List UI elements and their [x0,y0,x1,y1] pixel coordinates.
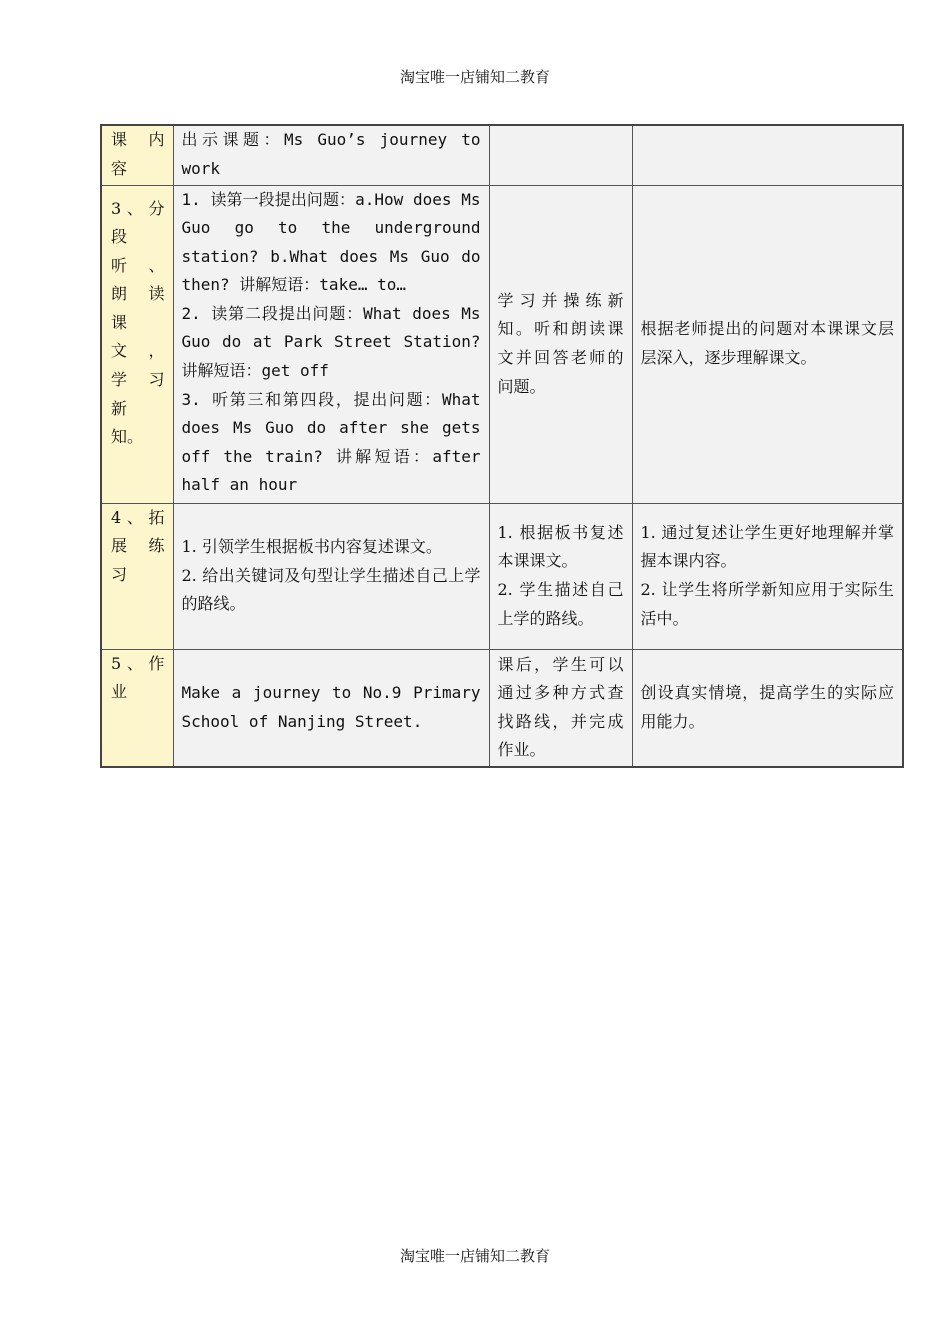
table-row-reading [101,185,903,503]
student-activity-text: 2. 学生描述自己上学的路线。 [497,580,624,628]
design-intent-text: 2. 让学生将所学新知应用于实际生活中。 [640,580,894,628]
table-row-homework [101,649,903,767]
step-line: 段 [111,227,128,247]
design-intent-cell [632,649,903,767]
teacher-activity-text: 出示课题：Ms Guo’s journey to work [181,130,481,178]
student-activity-cell [489,503,632,649]
step-cell [101,185,173,503]
step-line: 课 [111,312,128,332]
page-header: 淘宝唯一店铺知二教育 [399,68,550,86]
step-line: 容 [111,158,128,178]
table-row-extension [101,503,903,649]
step-line: 展 练 [111,536,165,556]
design-intent-cell [632,185,903,503]
teacher-activity-text: 2. 读第二段提出问题：What does Ms Guo do at Park Street Station? 讲解短语：get off [181,303,481,381]
step-line: 3、分 [111,198,165,218]
design-intent-cell [632,125,903,185]
design-intent-text: 1. 通过复述让学生更好地理解并掌握本课内容。 [640,522,894,571]
teacher-activity-text: 1. 引领学生根据板书内容复述课文。 [181,537,442,557]
step-cell [101,649,173,767]
step-line: 听 、 [111,255,165,275]
student-activity-text: 课后，学生可以通过多种方式查找路线，并完成作业。 [497,654,624,760]
teacher-activity-cell [173,125,489,185]
teacher-activity-cell [173,185,489,503]
table-row-title [101,125,903,185]
step-cell [101,125,173,185]
design-intent-cell [632,503,903,649]
teacher-activity-cell [173,649,489,767]
step-line: 课 内 [111,130,165,149]
step-line: 业 [111,682,128,702]
step-line: 新 [111,398,128,418]
design-intent-text: 根据老师提出的问题对本课课文层层深入，逐步理解课文。 [640,319,894,367]
step-line: 知。 [111,427,144,447]
design-intent-text: 创设真实情境，提高学生的实际应用能力。 [640,683,894,731]
teacher-activity-text: 1. 读第一段提出问题：a.How does Ms Guo go to the underground station? b.What does Ms Guo do then? 讲解短语：take… to… [181,189,481,295]
page-footer: 淘宝唯一店铺知二教育 [399,1247,550,1265]
teacher-activity-text: 3. 听第三和第四段，提出问题：What does Ms Guo do after she gets off the train? 讲解短语：after half an hour [181,389,481,495]
step-line: 学 习 [111,370,165,390]
step-line: 4、拓 [111,507,165,527]
teacher-activity-text: Make a journey to No.9 Primary School of Nanjing Street. [181,683,481,731]
step-line: 朗 读 [111,284,165,304]
student-activity-text: 学习并操练新知。听和朗读课文并回答老师的问题。 [497,290,624,396]
student-activity-text: 1. 根据板书复述本课课文。 [497,522,624,571]
student-activity-cell [489,649,632,767]
student-activity-cell [489,185,632,503]
teacher-activity-text: 2. 给出关键词及句型让学生描述自己上学的路线。 [181,565,481,614]
lesson-plan-table [100,124,904,768]
student-activity-cell [489,125,632,185]
step-line: 5、作 [111,653,165,673]
step-line: 习 [111,564,128,584]
step-cell [101,503,173,649]
teacher-activity-cell [173,503,489,649]
step-line: 文 ， [111,341,165,361]
